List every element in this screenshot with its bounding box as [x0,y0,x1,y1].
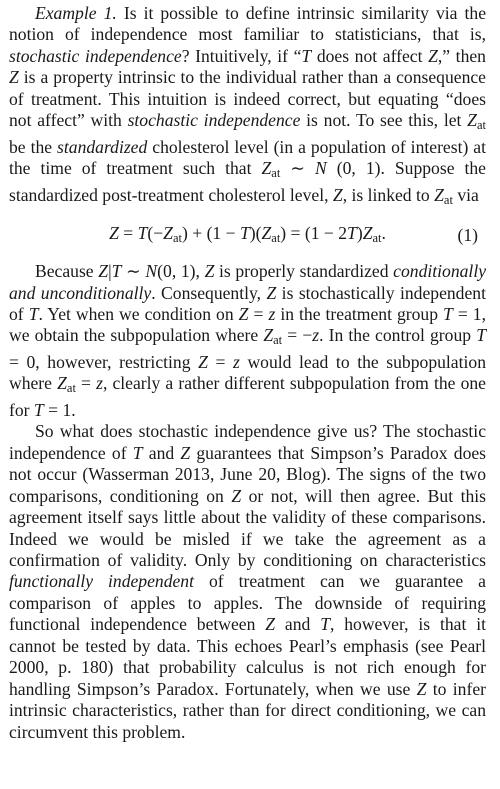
italic-text: Z [180,442,191,463]
italic-text: Z [231,485,242,506]
text-run: (0, 1). Suppose the standardized post-treatment cholesterol level, [9,158,486,205]
italic-text: Z [265,614,276,635]
text-run: or not, will then agree. But this agreement itself says little about the validity of these comparisons. Indeed we would be misled if we take the agreement as a confirmation of validity. Only by conditioning on characteristics [9,485,486,570]
text-run: is stochastically independent of [9,282,486,324]
italic-text: T [476,325,486,346]
paragraph-stochastic-independence [9,421,486,743]
example-label: Example 1. [35,3,117,23]
text-run: . In the control group [319,325,477,346]
paragraph-example-1 [9,3,486,211]
italic-text: standardized [57,136,148,157]
text-run: . Yet when we condition on [38,303,239,324]
italic-text: z [268,303,276,324]
italic-text: T [33,399,44,420]
subscript: at [271,166,281,181]
italic-text: functionally independent [9,571,194,592]
text-run: ) = (1 − 2 [280,222,348,243]
text-run: and [142,442,181,463]
italic-text: T [111,261,122,282]
italic-text: Z [163,222,173,243]
italic-text: Z [263,325,274,346]
text-run: ) + (1 − [182,222,240,243]
italic-text: Z [204,261,215,282]
italic-text: T [320,614,330,635]
italic-text: Z [198,351,208,372]
text-run: = 1. [43,399,76,420]
italic-text: Z [98,261,109,282]
text-run: and [275,614,321,635]
text-run: does not affect [311,45,429,66]
italic-text: Z [416,678,427,699]
text-run: So what does stochastic independence give us? The stochastic independence of [9,421,486,463]
text-run: , however, is that it cannot be tested by data. This echoes Pearl’s emphasis (see Pearl 2000, p. 180) that probability calculus is not rich enough for handling Simpson’s Paradox. Fortunately, when we use [9,614,486,699]
text-run: be the [9,136,58,157]
text-run: ) [356,222,363,243]
text-run: cholesterol level (in a population of interest) at the time of treatment such that [9,136,486,179]
text-run: = 1, we obtain the subpopulation where [9,303,486,346]
italic-text: stochastic independence [9,45,182,66]
text-run: is a property intrinsic to the individual rather than a consequence of treatment. This intuition is indeed correct, but equating “does not affect” with [9,67,486,131]
italic-text: Z [9,67,19,88]
italic-text: T [239,222,250,243]
italic-text: Z [428,45,438,66]
text-run: is not. To see this, let [300,110,468,131]
italic-text: N [315,158,327,179]
equation-1 [9,211,486,261]
text-run: Is it possible to define intrinsic similarity via the notion of independence most familiar to statisticians, that is, [9,3,487,45]
italic-text: T [347,222,357,243]
text-run: in the treatment group [275,303,444,324]
italic-text: T [28,303,39,324]
italic-text: Z [362,222,373,243]
text-run: to infer intrinsic characteristics, rather than for direct conditioning, we can circumvent this problem. [9,678,486,742]
text-run: ,” then [437,45,486,66]
italic-text: N [145,261,158,282]
equation-number: (1) [457,225,478,246]
text-run: ∼ [280,158,316,179]
paragraph-body [9,3,486,205]
italic-text: Z [57,373,67,394]
italic-text: z [96,373,103,394]
text-run: , clearly a rather different subpopulation from the one for [9,373,486,420]
text-run: = − [282,325,313,346]
text-run: ? Intuitively, if “ [181,45,302,66]
subscript: at [66,381,76,396]
equation-body [9,223,438,249]
italic-text: T [132,442,143,463]
italic-text: conditionally and unconditionally [9,261,487,303]
italic-text: Z [467,110,477,131]
subscript: at [443,192,453,207]
subscript: at [273,333,283,348]
text-run: . [381,222,386,243]
paragraph-body [9,421,486,741]
subscript: at [476,118,486,133]
text-run: (0, 1), [157,261,205,282]
italic-text: T [443,303,453,324]
text-run: Because [35,261,99,282]
text-run: )( [249,222,262,243]
italic-text: Z [261,222,272,243]
text-run: = [75,373,97,394]
italic-text: stochastic independence [127,110,301,131]
italic-text: T [301,45,312,66]
subscript: at [271,230,281,245]
text-run: is properly standardized [214,261,394,282]
subscript: at [372,230,382,245]
italic-text: Z [109,222,119,243]
italic-text: z [233,351,240,372]
text-run: guarantees that Simpson’s Paradox does not occur (Wasserman 2013, June 20, Blog). The signs of the two comparisons, conditioning on [9,442,487,506]
text-run: = [118,222,138,243]
text-run: would lead to the subpopulation where [9,351,486,394]
italic-text: T [137,222,148,243]
text-run: = [207,351,233,372]
paragraph-because [9,261,486,421]
subscript: at [172,230,182,245]
text-run: = [248,303,269,324]
italic-text: Z [266,282,277,303]
text-run: | [108,261,112,282]
text-run: , is linked to [342,184,435,205]
text-run: . Consequently, [151,282,267,303]
italic-text: Z [238,303,249,324]
italic-text: Z [434,184,444,205]
text-run: ∼ [121,261,146,282]
italic-text: z [312,325,320,346]
italic-text: Z [261,158,272,179]
text-run: of treatment can we guarantee a comparison of apples to apples. The downside of requiring functional independence between [9,571,486,635]
text-run: = 0, however, restricting [9,351,199,372]
text-run: via [452,184,479,205]
italic-text: Z [332,184,343,205]
paragraph-body [9,261,486,420]
text-run: (− [147,222,164,243]
